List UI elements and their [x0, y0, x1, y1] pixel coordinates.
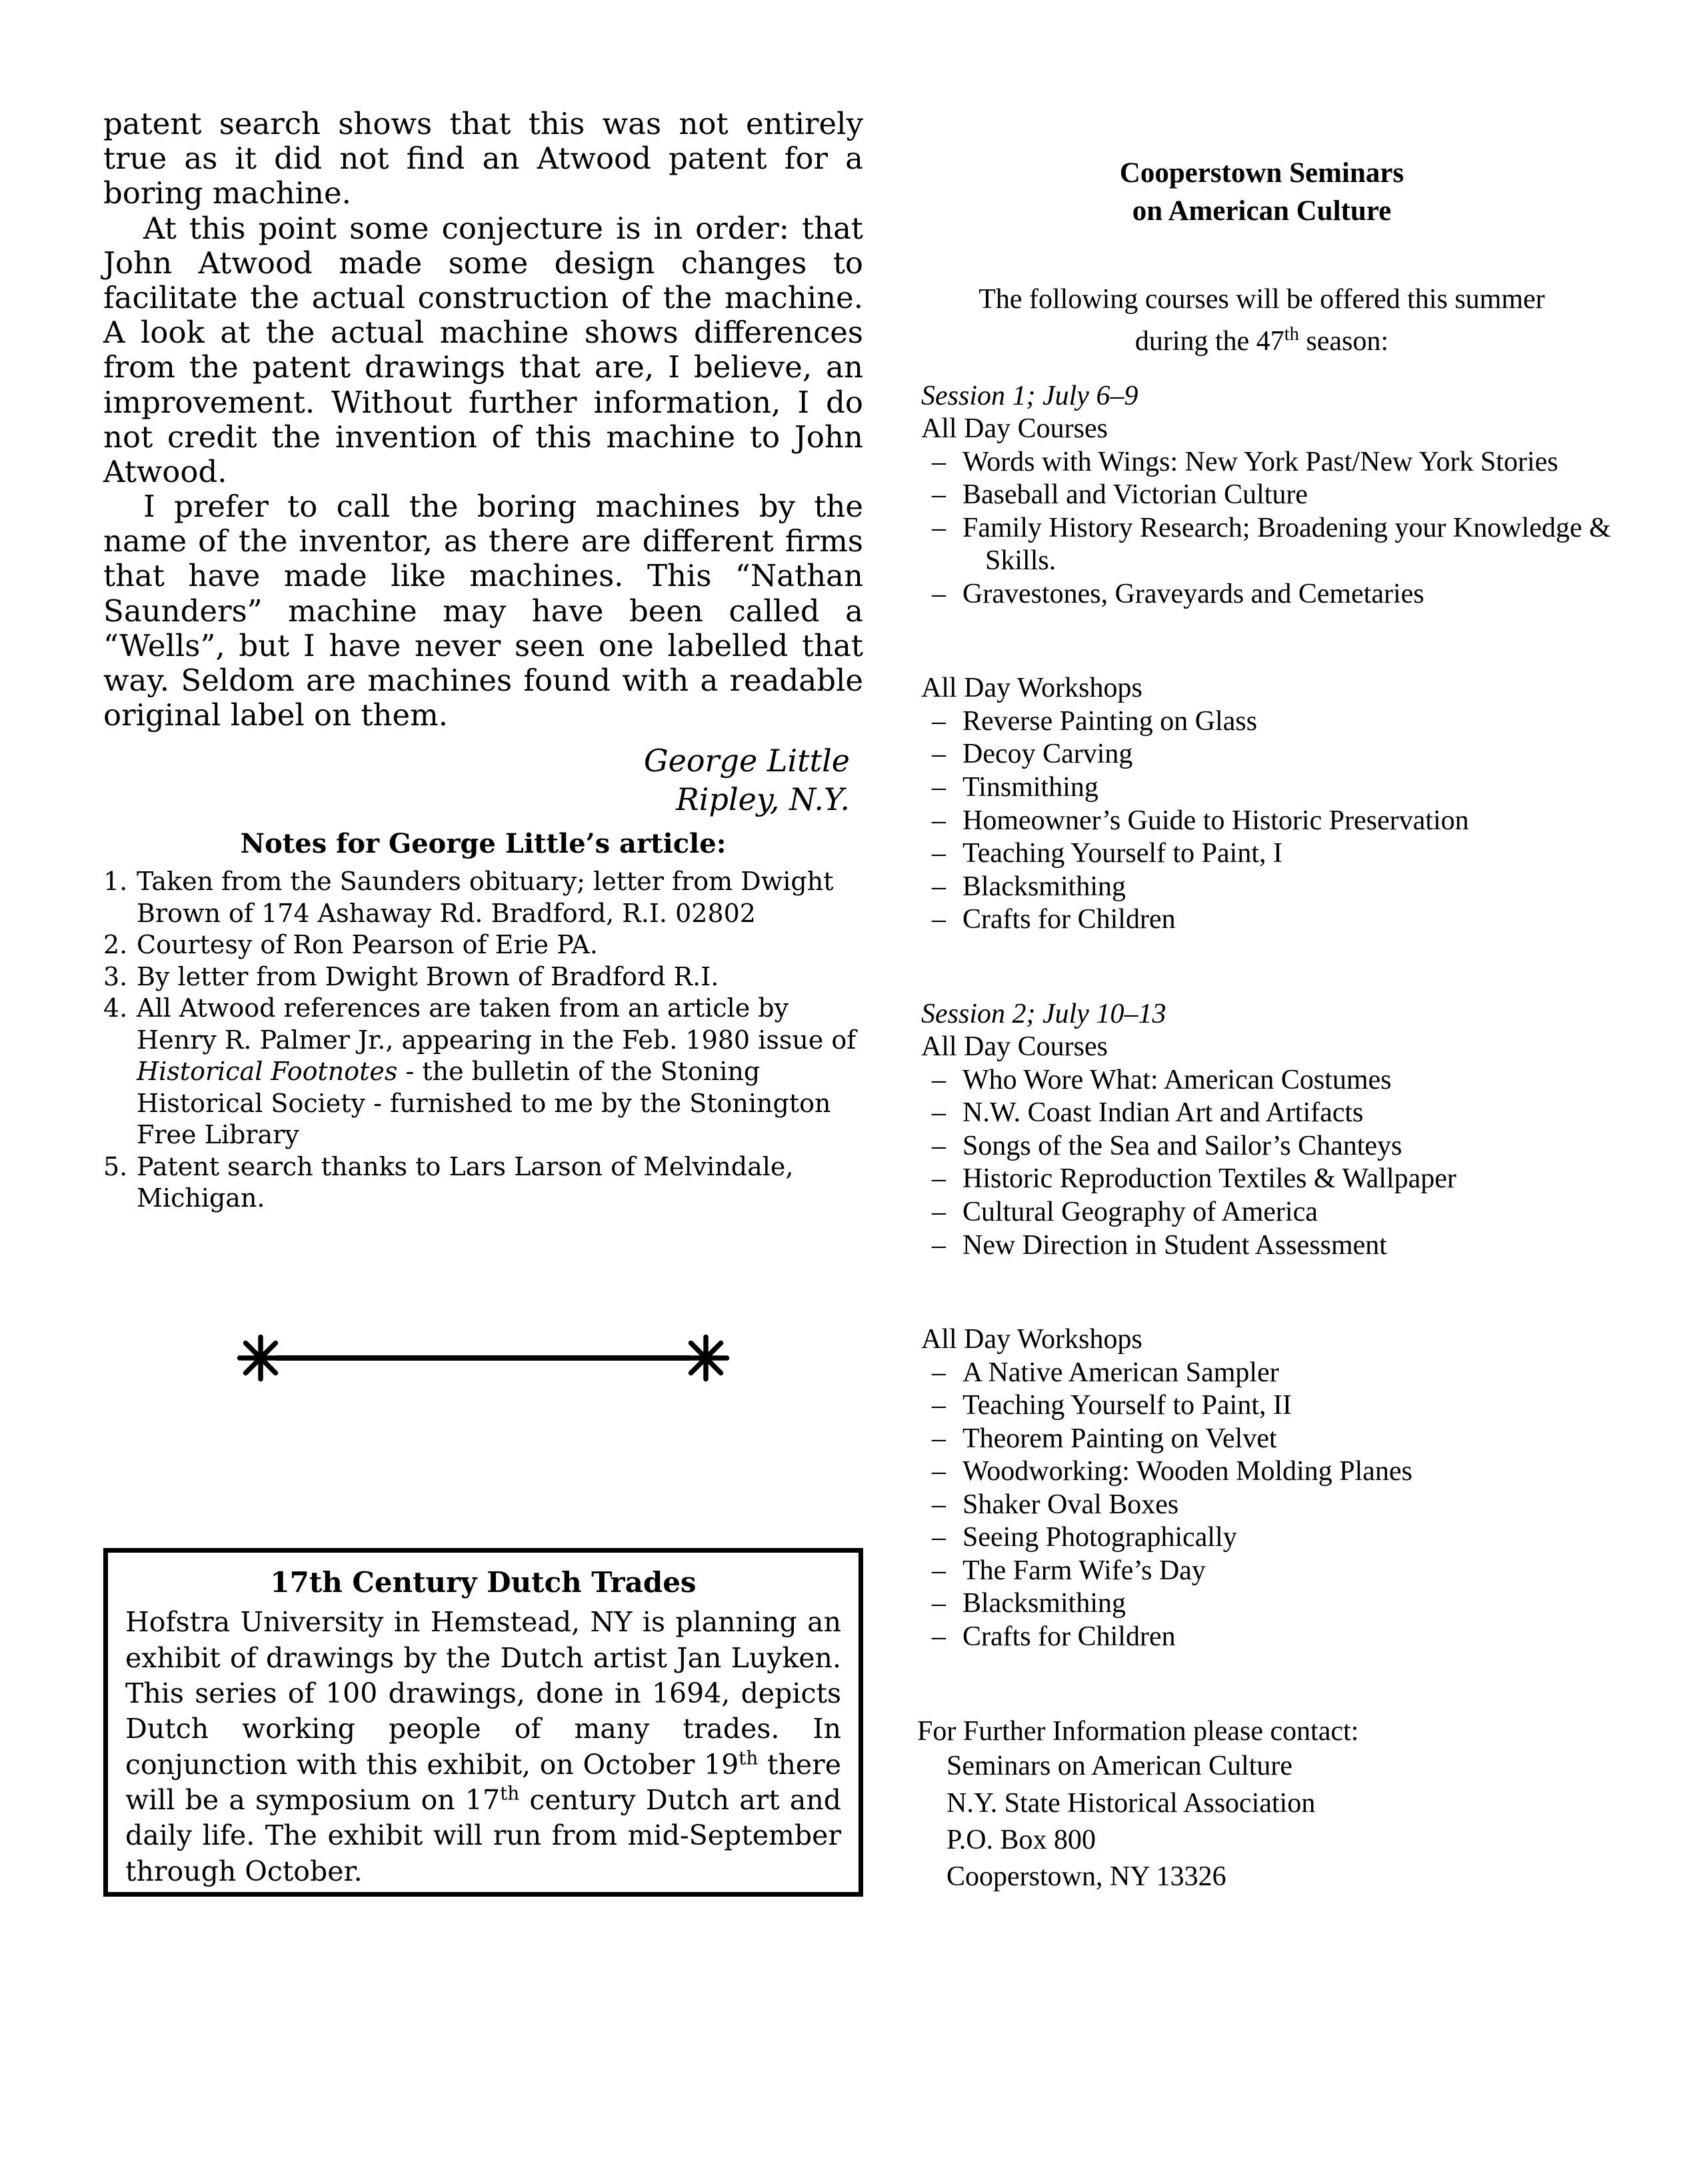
workshop-item: – Crafts for Children	[912, 1621, 1612, 1654]
signature	[103, 742, 863, 819]
bullet-dash: –	[932, 512, 946, 543]
note-item	[103, 929, 863, 961]
workshop-item: – Tinsmithing	[912, 771, 1612, 805]
bullet-dash: –	[932, 771, 946, 803]
contact-intro: For Further Information please contact:	[917, 1715, 1359, 1747]
note-text: By letter from Dwight Brown of Bradford R.I.	[137, 961, 719, 991]
group-label-workshops-2: All Day Workshops	[921, 1324, 1142, 1355]
intro-line1: The following courses will be offered this summer	[978, 283, 1545, 315]
box-title: 17th Century Dutch Trades	[270, 1565, 697, 1599]
bullet-dash: –	[932, 739, 946, 770]
bullet-dash: –	[932, 446, 946, 477]
signature-name: George Little	[643, 743, 850, 779]
seminars-title	[912, 155, 1612, 231]
box-body: Hofstra University in Hemstead, NY is planning an exhibit of drawings by the Dutch artist Jan Luyken. This series of 100 drawings, done in 1694, depicts Dutch working people of many trades. In conjunction with this exhibit, on October 19th there will be a symposium on 17th century Dutch art and daily life. The exhibit will run from mid-September through October.	[125, 1606, 841, 1887]
paragraph-conjecture: At this point some conjecture is in order: that John Atwood made some design changes to facilitate the actual construction of the machine. A look at the actual machine shows differences from the patent drawings that are, I believe, an improvement. Without further information, I do not credit the invention of this machine to John Atwood.	[103, 210, 863, 489]
workshop-item: – Decoy Carving	[912, 738, 1612, 771]
workshop-item: – Woodworking: Wooden Molding Planes	[912, 1455, 1612, 1489]
workshop-item: – Seeing Photographically	[912, 1521, 1612, 1555]
bullet-dash: –	[932, 1555, 946, 1586]
course-item: – Gravestones, Graveyards and Cemetaries	[912, 578, 1612, 611]
bullet-dash: –	[932, 1390, 946, 1421]
session-2-heading: Session 2; July 10–13	[921, 998, 1166, 1029]
bullet-dash: –	[932, 1456, 946, 1487]
bullet-dash: –	[932, 1097, 946, 1129]
session-1-heading: Session 1; July 6–9	[921, 380, 1138, 411]
note-item	[103, 961, 863, 993]
course-item: – Words with Wings: New York Past/New York Stories	[912, 446, 1612, 479]
workshop-item: – Blacksmithing	[912, 1587, 1612, 1621]
note-item	[103, 993, 863, 1151]
note-number: 5.	[103, 1151, 128, 1181]
left-column	[103, 107, 863, 1897]
note-text: Taken from the Saunders obituary; letter from Dwight Brown of 174 Ashaway Rd. Bradford, R.I. 02802	[137, 867, 834, 928]
course-item: – N.W. Coast Indian Art and Artifacts	[912, 1097, 1612, 1130]
signature-place: Ripley, N.Y.	[676, 781, 850, 817]
bullet-dash: –	[932, 1621, 946, 1652]
right-column	[912, 155, 1612, 1896]
bullet-dash: –	[932, 805, 946, 836]
section-divider	[237, 1331, 730, 1385]
course-item: – Who Wore What: American Costumes	[912, 1064, 1612, 1097]
notes-heading: Notes for George Little’s article:	[240, 828, 727, 860]
course-item: – Songs of the Sea and Sailor’s Chanteys	[912, 1130, 1612, 1163]
bullet-dash: –	[932, 1196, 946, 1227]
course-item: – Family History Research; Broadening your Knowledge & Skills.	[932, 512, 1611, 577]
bullet-dash: –	[932, 1489, 946, 1520]
bullet-dash: –	[932, 871, 946, 902]
workshop-item: – Teaching Yourself to Paint, I	[912, 837, 1612, 871]
dutch-trades-box	[103, 1548, 863, 1897]
course-item: – Baseball and Victorian Culture	[912, 479, 1612, 512]
bullet-dash: –	[932, 1229, 946, 1261]
note-text: Patent search thanks to Lars Larson of Melvindale, Michigan.	[137, 1151, 794, 1213]
note-number: 4.	[103, 993, 128, 1023]
course-item: – Historic Reproduction Textiles & Wallpaper	[912, 1163, 1612, 1196]
seminars-title-line1: Cooperstown Seminars	[1119, 157, 1404, 189]
course-item: – Cultural Geography of America	[912, 1196, 1612, 1229]
workshop-item: – Homeowner’s Guide to Historic Preservation	[912, 805, 1612, 838]
workshop-item: – A Native American Sampler	[912, 1357, 1612, 1390]
seminars-title-line2: on American Culture	[1132, 195, 1392, 227]
superscript-th: th	[1284, 323, 1300, 345]
notes-list	[103, 866, 863, 1215]
contact-line: P.O. Box 800	[946, 1824, 1096, 1855]
divider-line	[277, 1355, 690, 1361]
bullet-dash: –	[932, 1163, 946, 1195]
intro-line2: during the 47th season:	[1134, 323, 1389, 357]
note-item	[103, 866, 863, 929]
asterisk-star-right-icon	[682, 1334, 730, 1382]
contact-line: Cooperstown, NY 13326	[946, 1861, 1226, 1893]
group-label-workshops-1: All Day Workshops	[921, 673, 1142, 704]
workshop-item: – The Farm Wife’s Day	[912, 1555, 1612, 1588]
bullet-dash: –	[932, 1588, 946, 1619]
course-item: – New Direction in Student Assessment	[912, 1229, 1612, 1263]
bullet-dash: –	[932, 1357, 946, 1388]
note-text: Courtesy of Ron Pearson of Erie PA.	[137, 930, 598, 960]
superscript-th: th	[739, 1747, 759, 1769]
contact-line: N.Y. State Historical Association	[946, 1787, 1316, 1819]
seminars-intro	[912, 279, 1612, 363]
note-number: 2.	[103, 930, 128, 960]
group-label-courses-2: All Day Courses	[921, 1031, 1108, 1063]
bullet-dash: –	[932, 1423, 946, 1454]
superscript-th: th	[500, 1782, 520, 1805]
workshop-item: – Crafts for Children	[912, 903, 1612, 937]
workshop-item: – Blacksmithing	[912, 871, 1612, 904]
bullet-dash: –	[932, 479, 946, 511]
bullet-dash: –	[932, 705, 946, 737]
note-number: 3.	[103, 961, 128, 991]
workshop-item: – Teaching Yourself to Paint, II	[912, 1389, 1612, 1423]
bullet-dash: –	[932, 578, 946, 609]
bullet-dash: –	[932, 904, 946, 935]
bullet-dash: –	[932, 1064, 946, 1095]
note-text: All Atwood references are taken from an article by Henry R. Palmer Jr., appearing in the Feb. 1980 issue of Historical Footnotes - the bulletin of the Stoning Historical Society - furnished to me by the Stonington Free Library	[137, 993, 856, 1150]
bullet-dash: –	[932, 1522, 946, 1553]
contact-line: Seminars on American Culture	[946, 1751, 1293, 1782]
italic-title: Historical Footnotes	[137, 1057, 398, 1087]
paragraph-prefer-to-call: I prefer to call the boring machines by the name of the inventor, as there are different firms that have made like machines. This “Nathan Saunders” machine may have been called a “Wells”, but I have never seen one labelled that way. Seldom are machines found with a readable original label on them.	[103, 489, 863, 733]
bullet-dash: –	[932, 1130, 946, 1161]
workshop-item: – Reverse Painting on Glass	[912, 705, 1612, 739]
note-item	[103, 1151, 863, 1215]
paragraph-patent-search: patent search shows that this was not entirely true as it did not find an Atwood patent for a boring machine.	[103, 106, 863, 211]
workshop-item: – Theorem Painting on Velvet	[912, 1423, 1612, 1456]
bullet-dash: –	[932, 838, 946, 869]
note-number: 1.	[103, 867, 128, 897]
workshop-item: – Shaker Oval Boxes	[912, 1489, 1612, 1522]
group-label-courses-1: All Day Courses	[921, 413, 1108, 445]
